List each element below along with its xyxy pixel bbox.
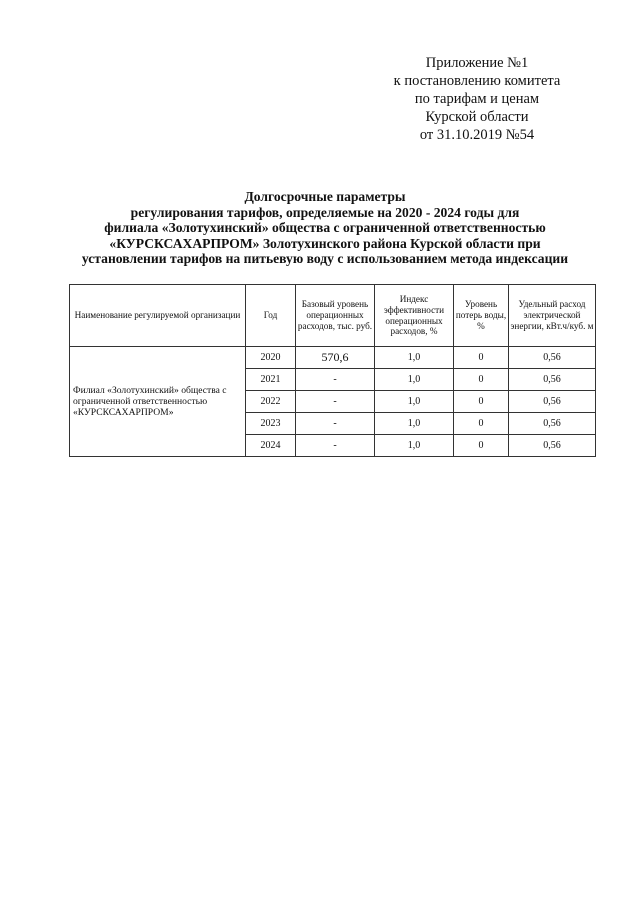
header-efficiency-index: Индекс эффективности операционных расходов, % — [375, 285, 454, 347]
efficiency-index-cell: 1,0 — [375, 413, 454, 435]
energy-consumption-cell: 0,56 — [509, 413, 596, 435]
header-year: Год — [246, 285, 296, 347]
base-level-cell: 570,6 — [296, 347, 375, 369]
year-cell: 2022 — [246, 391, 296, 413]
base-level-cell: - — [296, 413, 375, 435]
header-base-level: Базовый уровень операционных расходов, тыс. руб. — [296, 285, 375, 347]
document-title — [60, 189, 590, 267]
loss-level-cell: 0 — [454, 413, 509, 435]
title-line: «КУРСКСАХАРПРОМ» Золотухинского района Курской области при — [109, 235, 541, 251]
year-cell: 2024 — [246, 435, 296, 457]
year-cell: 2020 — [246, 347, 296, 369]
energy-consumption-cell: 0,56 — [509, 347, 596, 369]
title-line: филиала «Золотухинский» общества с ограниченной ответственностью — [104, 220, 546, 236]
header-loss-level: Уровень потерь воды, % — [454, 285, 509, 347]
loss-level-cell: 0 — [454, 435, 509, 457]
title-line: Долгосрочные параметры — [244, 189, 406, 204]
appendix-line: к постановлению комитета — [393, 73, 561, 89]
table-header-row — [70, 285, 596, 347]
loss-level-cell: 0 — [454, 391, 509, 413]
efficiency-index-cell: 1,0 — [375, 435, 454, 457]
title-line: регулирования тарифов, определяемые на 2020 - 2024 годы для — [130, 204, 520, 220]
energy-consumption-cell: 0,56 — [509, 435, 596, 457]
energy-consumption-cell: 0,56 — [509, 391, 596, 413]
title-line: установлении тарифов на питьевую воду с использованием метода индексации — [81, 251, 569, 267]
appendix-line: от 31.10.2019 №54 — [419, 127, 535, 143]
appendix-line: Приложение №1 — [425, 55, 529, 71]
header-organization: Наименование регулируемой организации — [70, 285, 246, 347]
base-level-cell: - — [296, 369, 375, 391]
year-cell: 2023 — [246, 413, 296, 435]
loss-level-cell: 0 — [454, 369, 509, 391]
table-row — [70, 347, 596, 369]
efficiency-index-cell: 1,0 — [375, 369, 454, 391]
efficiency-index-cell: 1,0 — [375, 391, 454, 413]
base-level-cell: - — [296, 391, 375, 413]
appendix-line: по тарифам и ценам — [414, 91, 540, 107]
appendix-line: Курской области — [425, 109, 529, 125]
loss-level-cell: 0 — [454, 347, 509, 369]
parameters-table — [69, 284, 596, 457]
header-energy-consumption: Удельный расход электрической энергии, кВт.ч/куб. м — [509, 285, 596, 347]
year-cell: 2021 — [246, 369, 296, 391]
organization-cell: Филиал «Золотухинский» общества с ограниченной ответственностью «КУРСКСАХАРПРОМ» — [70, 347, 246, 457]
appendix-header — [372, 54, 582, 144]
base-level-cell: - — [296, 435, 375, 457]
energy-consumption-cell: 0,56 — [509, 369, 596, 391]
efficiency-index-cell: 1,0 — [375, 347, 454, 369]
